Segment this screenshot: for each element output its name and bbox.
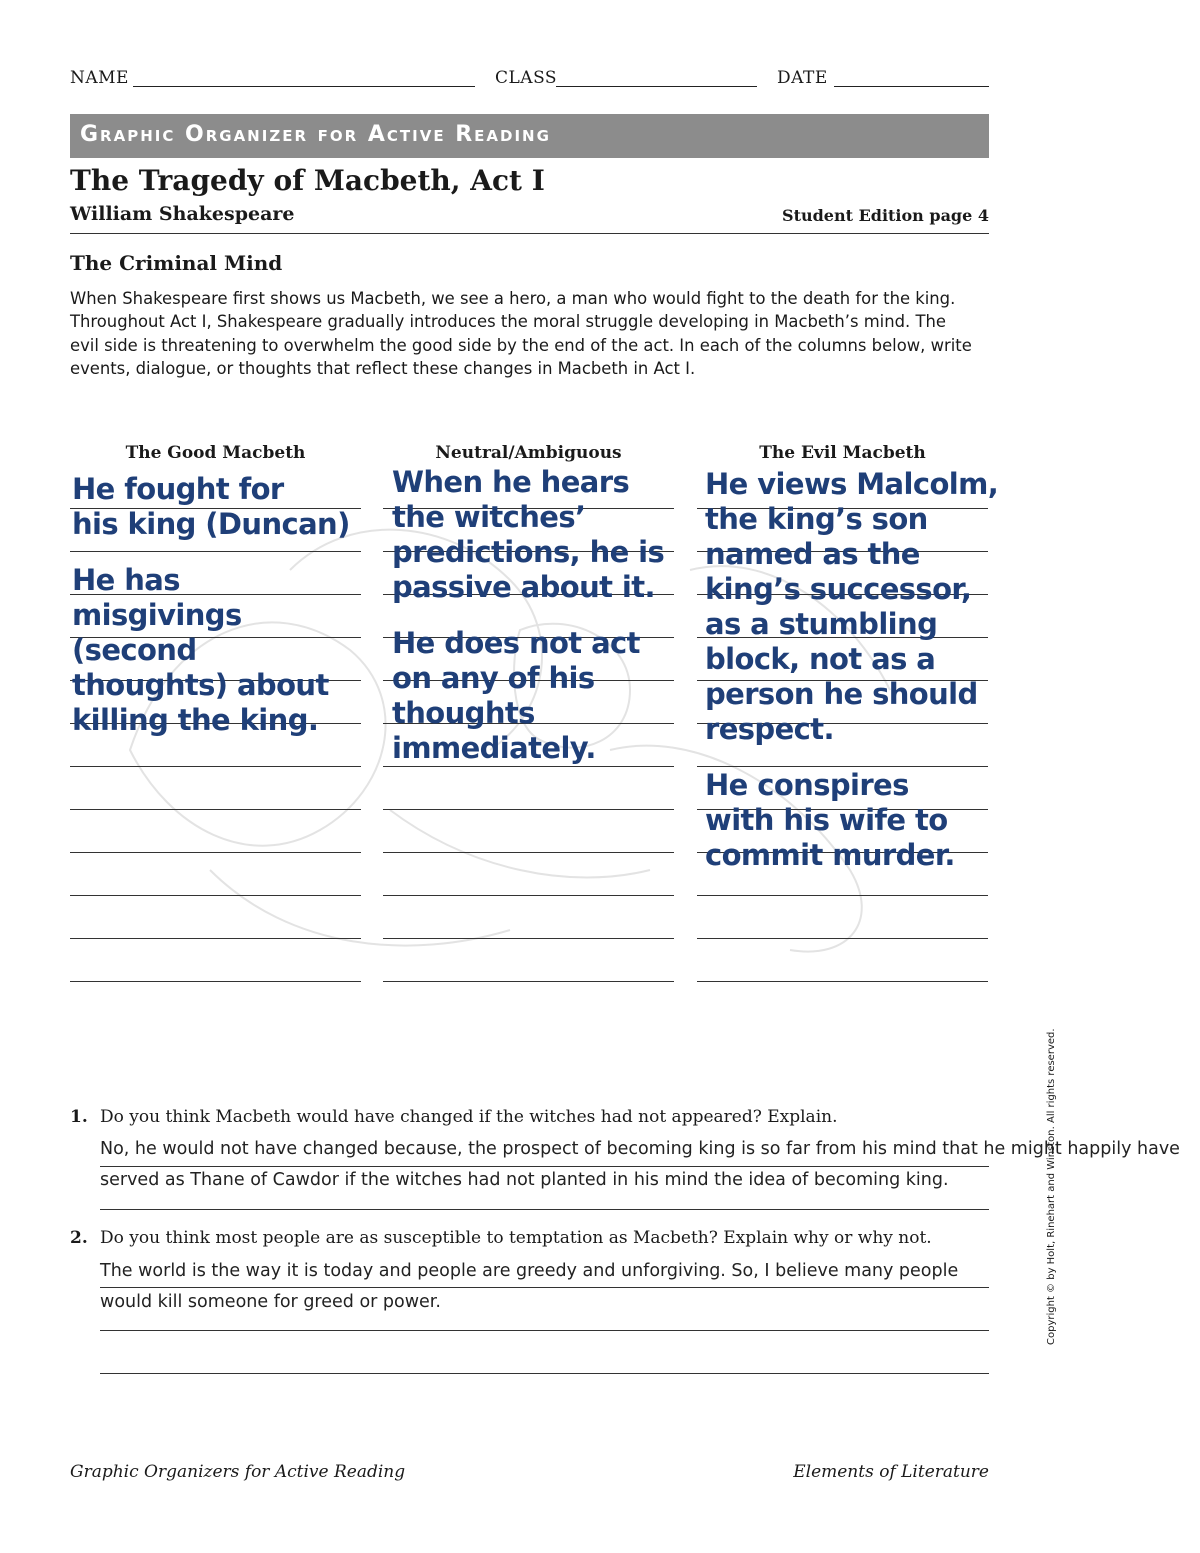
question-text: Do you think Macbeth would have changed if the witches had not appeared? Explain. [100, 1107, 838, 1127]
question-number: 2. [70, 1228, 88, 1248]
handwritten-answer: his king (Duncan) [72, 507, 350, 541]
organizer-banner [70, 114, 989, 158]
handwritten-answer: predictions, he is [392, 535, 665, 569]
typed-answer: The world is the way it is today and people are greedy and unforgiving. So, I believe many people [100, 1261, 959, 1281]
handwritten-answer: the witches’ [392, 500, 586, 534]
name-field[interactable] [133, 86, 475, 87]
handwritten-answer: (second [72, 633, 197, 667]
footer-right: Elements of Literature [793, 1462, 989, 1482]
answer-line[interactable] [100, 1373, 989, 1374]
date-label: DATE [777, 68, 828, 88]
handwritten-answer: He views Malcolm, [705, 467, 999, 501]
column-heading-evil: The Evil Macbeth [759, 443, 926, 463]
handwritten-answer: He has [72, 563, 180, 597]
handwritten-answer: named as the [705, 537, 920, 571]
handwritten-answer: passive about it. [392, 570, 655, 604]
write-line[interactable] [697, 981, 988, 982]
name-label: NAME [70, 68, 129, 88]
write-line[interactable] [70, 809, 361, 810]
handwritten-answer: When he hears [392, 465, 630, 499]
write-line[interactable] [383, 809, 674, 810]
write-line[interactable] [383, 938, 674, 939]
write-line[interactable] [383, 981, 674, 982]
write-line[interactable] [383, 852, 674, 853]
question-text: Do you think most people are as susceptible to temptation as Macbeth? Explain why or why not. [100, 1228, 932, 1248]
typed-answer: No, he would not have changed because, the prospect of becoming king is so far from his mind that he might happily have [100, 1139, 1180, 1159]
intro-paragraph: When Shakespeare first shows us Macbeth, we see a hero, a man who would fight to the death for the king. Throughout Act I, Shakespeare gradually introduces the moral struggle developing in Macbeth’s mind. The evil side is threatening to overwhelm the good side by the end of the act. In each of the columns below, write events, dialogue, or thoughts that reflect these changes in Macbeth in Act I. [70, 289, 972, 379]
write-line[interactable] [70, 551, 361, 552]
handwritten-answer: commit murder. [705, 838, 955, 872]
copyright-notice: Copyright © by Holt, Rinehart and Winston. All rights reserved. [1046, 1028, 1057, 1345]
handwritten-answer: He fought for [72, 472, 284, 506]
question-1 [70, 1107, 837, 1127]
handwritten-answer: person he should [705, 677, 978, 711]
class-label: CLASS [495, 68, 558, 88]
write-line[interactable] [70, 938, 361, 939]
handwritten-answer: He conspires [705, 768, 909, 802]
handwritten-answer: respect. [705, 712, 834, 746]
write-line[interactable] [383, 895, 674, 896]
write-line[interactable] [70, 895, 361, 896]
handwritten-answer: king’s successor, [705, 572, 972, 606]
write-line[interactable] [383, 766, 674, 767]
page-title: The Tragedy of Macbeth, Act I [70, 164, 545, 197]
question-2 [70, 1228, 932, 1248]
write-line[interactable] [697, 895, 988, 896]
typed-answer: would kill someone for greed or power. [100, 1292, 441, 1312]
handwritten-answer: with his wife to [705, 803, 948, 837]
answer-line[interactable] [100, 1166, 989, 1167]
handwritten-answer: killing the king. [72, 703, 319, 737]
title-divider [70, 233, 989, 234]
handwritten-answer: thoughts) about [72, 668, 329, 702]
handwritten-answer: misgivings [72, 598, 242, 632]
class-field[interactable] [556, 86, 757, 87]
date-field[interactable] [834, 86, 989, 87]
question-number: 1. [70, 1107, 88, 1127]
answer-line[interactable] [100, 1209, 989, 1210]
handwritten-answer: on any of his [392, 661, 595, 695]
section-title: The Criminal Mind [70, 251, 283, 275]
column-heading-good: The Good Macbeth [125, 443, 306, 463]
handwritten-answer: as a stumbling [705, 607, 938, 641]
write-line[interactable] [697, 938, 988, 939]
write-line[interactable] [697, 766, 988, 767]
typed-answer: served as Thane of Cawdor if the witches had not planted in his mind the idea of becoming king. [100, 1170, 949, 1190]
handwritten-answer: He does not act [392, 626, 640, 660]
edition-reference: Student Edition page 4 [782, 206, 989, 225]
handwritten-answer: thoughts [392, 696, 535, 730]
write-line[interactable] [70, 981, 361, 982]
write-line[interactable] [70, 852, 361, 853]
author: William Shakespeare [70, 203, 295, 225]
banner-title: Graphic Organizer for Active Reading [80, 122, 551, 147]
handwritten-answer: block, not as a [705, 642, 936, 676]
answer-line[interactable] [100, 1287, 989, 1288]
write-line[interactable] [70, 766, 361, 767]
answer-line[interactable] [100, 1330, 989, 1331]
handwritten-answer: immediately. [392, 731, 596, 765]
column-heading-neutral: Neutral/Ambiguous [435, 443, 622, 463]
footer-left: Graphic Organizers for Active Reading [70, 1462, 406, 1482]
handwritten-answer: the king’s son [705, 502, 928, 536]
